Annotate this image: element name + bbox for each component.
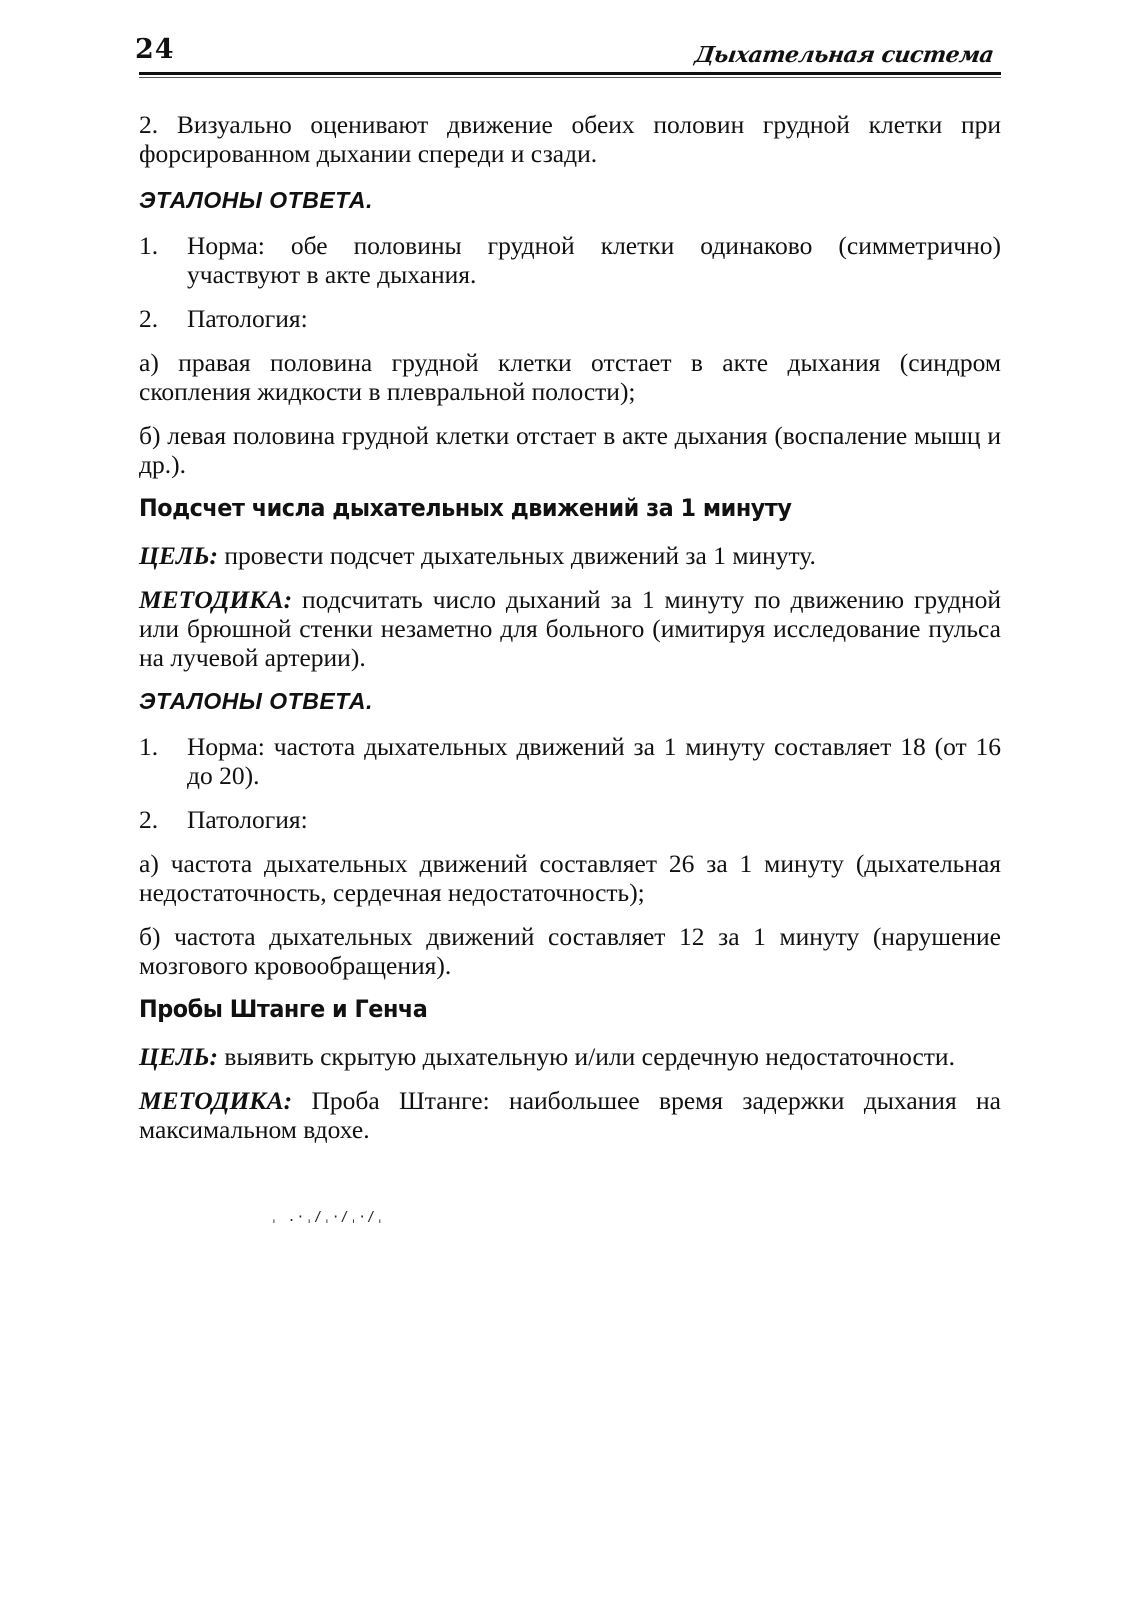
section-heading: Пробы Штанге и Генча xyxy=(139,995,428,1023)
goal-text: выявить скрытую дыхательную и/или сердечную недостаточности. xyxy=(218,1042,955,1071)
item-number: 1. xyxy=(139,231,159,260)
answer-item-pathology xyxy=(139,805,1001,834)
item-number: 2. xyxy=(139,805,159,834)
page-body xyxy=(139,110,1001,1144)
etalon-heading: ЭТАЛОНЫ ОТВЕТА. xyxy=(139,688,373,714)
book-page xyxy=(135,30,1001,1159)
item-text: Норма: частота дыхательных движений за 1 минуту составляет 18 (от 16 до 20). xyxy=(187,732,1001,790)
item-text: Патология: xyxy=(187,304,308,333)
pathology-b: б) левая половина грудной клетки отстает в акте дыхания (воспаление мышц и др.). xyxy=(139,421,1001,479)
goal-paragraph xyxy=(139,541,1001,570)
page-number: 24 xyxy=(135,34,175,65)
item-number: 1. xyxy=(139,732,159,761)
pathology-a: а) частота дыхательных движений составляет 26 за 1 минуту (дыхательная недостаточность, сердечная недостаточность); xyxy=(139,849,1001,907)
method-paragraph xyxy=(139,585,1001,672)
goal-label: ЦЕЛЬ: xyxy=(139,541,218,570)
item-number: 2. xyxy=(139,304,159,333)
method-paragraph xyxy=(139,1086,1001,1144)
running-title: Дыхательная система xyxy=(692,42,995,68)
item-text: Норма: обе половины грудной клетки одинаково (симметрично) участвуют в акте дыхания. xyxy=(187,231,1001,289)
pathology-b: б) частота дыхательных движений составляет 12 за 1 минуту (нарушение мозгового кровообращения). xyxy=(139,922,1001,980)
etalon-heading: ЭТАЛОНЫ ОТВЕТА. xyxy=(139,187,373,213)
print-artifact: ˌ .·ˌ/ˌ·/ˌ·/ˌ xyxy=(270,1210,385,1225)
header-rule xyxy=(139,72,1001,75)
answer-item-norm xyxy=(139,732,1001,790)
goal-label: ЦЕЛЬ: xyxy=(139,1042,218,1071)
pathology-a: а) правая половина грудной клетки отстает в акте дыхания (синдром скопления жидкости в плевральной полости); xyxy=(139,348,1001,406)
section-heading: Подсчет числа дыхательных движений за 1 минуту xyxy=(139,494,792,522)
procedure-step-2: 2. Визуально оценивают движение обеих половин грудной клетки при форсированном дыхании спереди и сзади. xyxy=(139,110,1001,168)
header-rule-thin xyxy=(139,77,1001,78)
goal-paragraph xyxy=(139,1042,1001,1071)
method-label: МЕТОДИКА: xyxy=(139,585,293,614)
item-text: Патология: xyxy=(187,805,308,834)
answer-item-pathology xyxy=(139,304,1001,333)
method-label: МЕТОДИКА: xyxy=(139,1086,293,1115)
method-text: подсчитать число дыханий за 1 минуту по движению грудной или брюшной стенки незаметно для больного (имитируя исследование пульса на лучевой артерии). xyxy=(139,585,1001,672)
running-head xyxy=(135,30,1001,72)
answer-item-norm xyxy=(139,231,1001,289)
method-text: Проба Штанге: наибольшее время задержки дыхания на максимальном вдохе. xyxy=(139,1086,1001,1144)
goal-text: провести подсчет дыхательных движений за 1 минуту. xyxy=(218,541,816,570)
